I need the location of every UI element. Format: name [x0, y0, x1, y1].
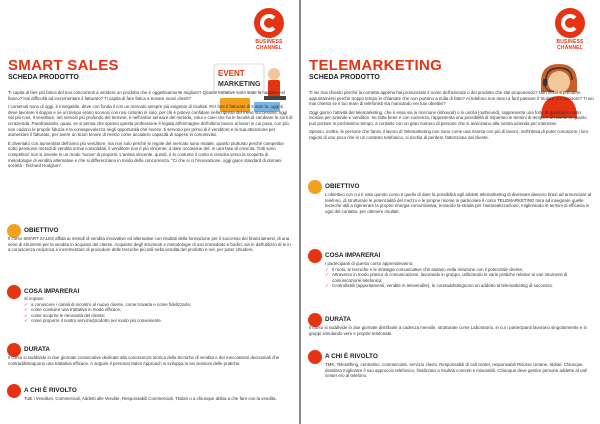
learn-item: ✓ a conoscere i canali di incontro al nuovo cliente, come trovarla e come fidelizzarla;	[24, 302, 289, 308]
learn-list	[325, 261, 593, 289]
people-icon	[7, 384, 21, 398]
intro-text	[8, 90, 293, 172]
target-text: TMK, Telesellling, centralino, commerciale, servizio clienti, Responsabili di call center, responsabili Risorse Umane, titolari. Chiunque desidera migliorare il suo approccio telefonico, finalizzato a risultati concreti e misurabili. Chiunque deve gestire persone addette al call center e/o al telefono.	[325, 362, 587, 379]
learn-item: ✓ come scoprire le necessità del cliente;	[24, 313, 289, 319]
logo-text: BUSINESS CHANNEL	[556, 39, 584, 51]
target-title: A CHI È RIVOLTO	[325, 353, 378, 360]
brand-logo	[547, 8, 593, 51]
people-icon	[308, 350, 322, 364]
intro-paragraph: È diventato con aumentato dell'anno più venditore, ma non solo perché le regole del mercato sono mutate, quanto piuttosto perché competitor sotto pensionsi metodi di vendita ormai consolidati, il venditore non è più vincente, a dare occasione del, in una fase di crescita. Tutti sono competitori non si investe in un modo 'nuove' di proporsi. L'anima vincente, quindi, è lo costume il conto a crescita verso la scoperta di metodologie di vendita alternative e che si differenziano in modo della concorrenza. "Ci che si ci l'innovazione, oggi giace standard di domani società - Richard Hodgson".	[8, 140, 284, 169]
page-telemarketing	[301, 0, 600, 424]
objective-title: OBIETTIVO	[325, 183, 360, 190]
objective-text: L'obiettivo con cui è nato questo corso è quello di dare la possibilità agli addetti telemarketing di diventare davvero bravi ad annunciare al telefono, di strutturare le potenzialità del mezzo e le proprie risorse in particolare il corso TELEMARKETING mira ad insegnare quelle tecniche utili a rigenerare la proprio energia comunicativa, trovando la strada per l'autorealizzazione, migliorando in termini di efficacia in ogni del contatto, per ottenere risultati.	[325, 192, 592, 214]
duration-text: Il corso si suddivide in due giornate consecutive dedicate alla conoscenza teorica delle tecniche di vendita e dei meccanismi decisionali che contraddistinguono una trattativa efficace. A seguire il personal Sales Approach si sviluppa in sei sessioni delle pratiche.	[8, 355, 280, 366]
intro-paragraph: Ti sei mai chiesto perché la cornetta appena hai pronunciato il nome dell'azienda o del prodotto che stai proponendo? Non riesci a prendere appuntamenti perché troppo tempo in chiamate che non portano a nulla di fatto? Ai telefono non riesci a farti passare il 'titolare' o il decisore? Ti sei mai chiesto se il tuo team di telefonisti sta mancando nei tuoi obiettivi?	[309, 90, 594, 107]
logo-mark-icon	[254, 8, 284, 38]
duration-title: DURATA	[24, 346, 51, 353]
duration-text: Il corso si suddivide in due giornate distribuite a cadenza mensile, strutturate come Laboratorio, in cui i partecipanti lavorano singolarmente e in gruppi simulando vere e proprie telefonate.	[309, 325, 587, 336]
learn-title: COSA IMPARERAI	[325, 252, 381, 259]
page-title: SMART SALES	[8, 57, 119, 74]
illus-word-2: MARKETING	[218, 81, 261, 88]
page-smart-sales	[0, 0, 299, 424]
logo-text: BUSINESS CHANNEL	[255, 39, 283, 51]
learn-item: ✓ Controllabili (appuntamenti, vendite in televendite), le contraddistinguono un addetto al telemarketing di successo.	[325, 283, 593, 289]
bulb-icon	[308, 249, 322, 263]
learn-intro: I partecipanti di questo corso apprenderanno:	[325, 261, 414, 266]
objective-title: OBIETTIVO	[24, 227, 59, 234]
bulb-icon	[7, 285, 21, 299]
intro-paragraph: Ti capita di fare più fatica del tuoi concorrenti a vendere un prodotto che è oggettivamente migliore? Quante trattative sono state la naspina nel fianco? Hai difficoltà ad incrementare il fatturato? Ti capita di fare fatica a trovare nuovi clienti?	[8, 90, 285, 101]
intro-text	[309, 90, 594, 143]
logo-mark-icon	[555, 8, 585, 38]
learn-item: ✓ Attraverso in modo pratico di comunicazione, lavorando in gruppo, utilizzando le varie pratiche relative ai vari strumenti di comunicazione telefonica;	[325, 272, 593, 283]
intro-paragraph: Spesso, inoltre, le persone che fanno il lavoro di Telemarketing non sono come una risorsa con più di lavoro, nell'intesa di poter conoscere i loro ragioni di uno poco che in un contesto telefonico, si rischia di perdere l'attenzione del cliente.	[309, 129, 589, 140]
target-text: Tutti i Venditori, Commerciali, Addetti alle Vendite, Responsabili Commerciali, Titolari o a chiunque abbia a che fare con la vendita.	[24, 396, 277, 401]
target-icon	[308, 180, 322, 194]
duration-title: DURATA	[325, 316, 352, 323]
page-subtitle: SCHEDA PRODOTTO	[8, 74, 79, 81]
learn-item: ✓ come condurre una trattativa in modo efficace;	[24, 307, 289, 313]
learn-item: ✓ Il ruolo, le tecniche e le strategie comunicative che aiutano nella relazione con il potenziale cliente;	[325, 267, 593, 273]
target-title: A CHI È RIVOLTO	[24, 387, 77, 394]
learn-title: COSA IMPARERAI	[24, 288, 80, 295]
learn-intro: Si impara:	[24, 296, 44, 301]
intro-paragraph: Oggi giorno l'attività del telemarketing, che è essa sia in ricezione (inbound) o in uscita (outbound), rappresenta una forte di guadagno molto incisivo per aziende e venditori. Se fatta bene e con coerenza, rappresenta una possibilità di risparmio in termini di tempo e di risorse in quanto può portare in pochissimo tempo, a contatto con un gran numero di persone che si avvicinano alla nostra azienda per interesse.	[309, 109, 587, 127]
learn-list	[24, 296, 289, 324]
brand-logo	[246, 8, 292, 51]
learn-item: ✓ come proporre il nostro servizio/prodotto nel modo più conveniente.	[24, 318, 289, 324]
page-title: TELEMARKETING	[309, 57, 443, 74]
illus-word-1: EVENT	[218, 69, 245, 78]
page-subtitle: SCHEDA PRODOTTO	[309, 74, 380, 81]
intro-paragraph: I contenuti sono di oggi, è innegabile, deve con fonda il con un mercato sempre più esigente di risultati. Per fare il fatturato di 5 anni fa, oggi si deve lavorare il doppio e se un tempo erano sconosi con rosi ciclorari in solo, per chi è potevo confidare nella ripresa del mese successivo, oggi nel più così. Il venditore, nel nervosi più profondo del termine, è nell'arduo sensore del metodo, colui o colei che ha le facoltà di cambiare le sorti di un'azienda. Parafrasando, quasi, se si pensa che spesso questa professione è legata all'immagine dell'ultimo lavoro ai lavori in cui posa, con più, non cadono le proprie fiducia e la consapevolezza negli opportunità che invece, ti servono per primo di il venditore e la sua attenzione per aumentare il fatturato, per avere un buon tenore di rientro come accadere capacità di sapersi in conomivaci.	[8, 103, 293, 138]
objective-text: Il corso SMART SALES affida ai metodi di vendita innovative ed alternative con risultati della formazione per il successo dei finanziamenti, di una serie di strumenti per la vendita in acquisto del cliente. Acquisire degli strumenti e metodologie di uso immediato e bodici, sia in dall'utilizzo di le in a conoscenza reciproca e incrementare di procedure delle tecniche più utili nella vendita del prodotto e nel, per poter chiudere.	[8, 236, 291, 253]
